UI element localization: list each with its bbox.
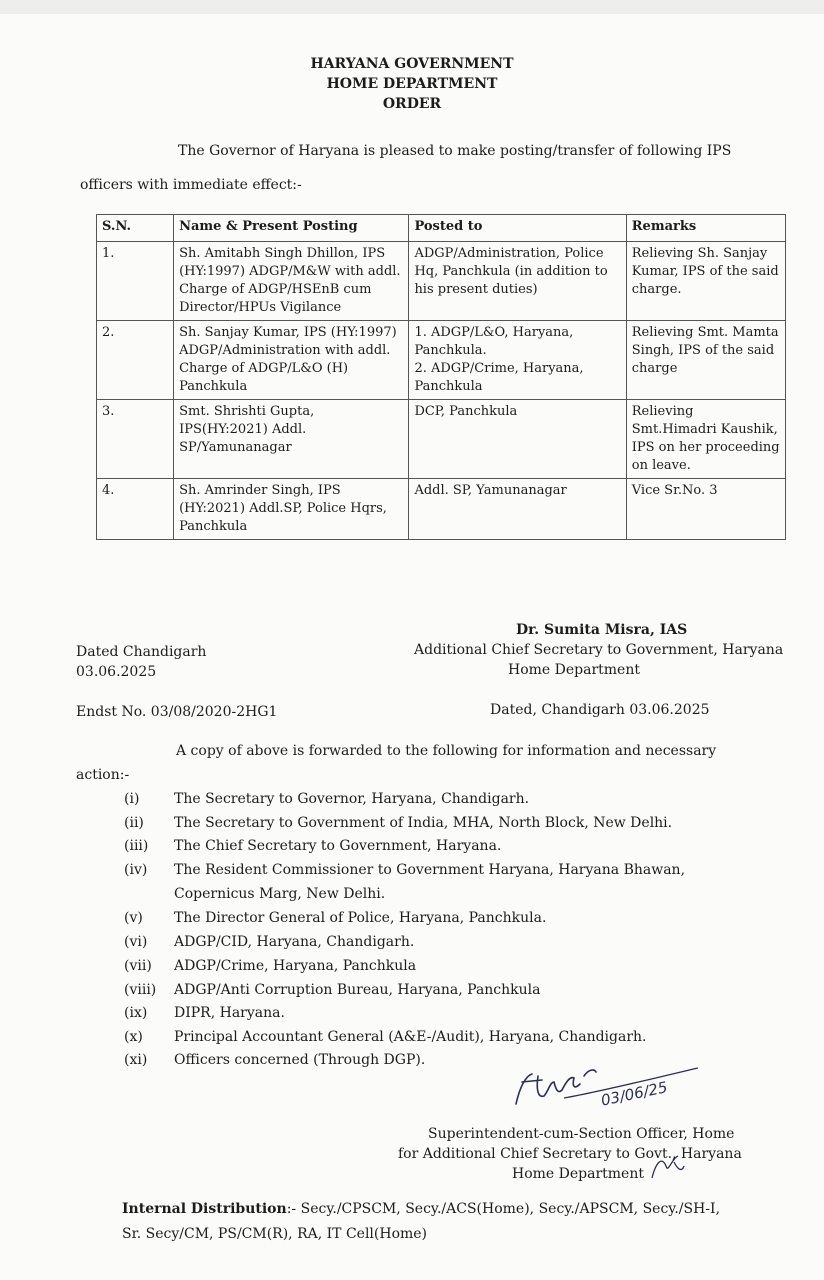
list-number: (ii) (124, 815, 144, 831)
signatory-name: Dr. Sumita Misra, IAS (516, 622, 688, 638)
cell-sn: 2. (97, 321, 174, 400)
cell-posted (409, 321, 626, 400)
handwritten-signature (508, 1046, 718, 1116)
signatory-department: Home Department (508, 662, 640, 678)
intro-line-1: The Governor of Haryana is pleased to make posting/transfer of following IPS (178, 143, 732, 159)
internal-label: Internal Distribution (122, 1201, 287, 1217)
internal-line-1: :- Secy./CPSCM, Secy./ACS(Home), Secy./APSCM, Secy./SH-I, (286, 1201, 721, 1217)
cell-remarks: Vice Sr.No. 3 (626, 479, 785, 540)
list-item: The Secretary to Governor, Haryana, Chandigarh. (174, 791, 530, 807)
cell-remarks: Relieving Smt. Mamta Singh, IPS of the said charge (626, 321, 785, 400)
table-row (97, 321, 786, 400)
list-number: (vii) (124, 958, 152, 974)
dated-date: 03.06.2025 (76, 664, 157, 680)
list-item: ADGP/Anti Corruption Bureau, Haryana, Panchkula (174, 982, 541, 998)
signatory-designation: Additional Chief Secretary to Government, Haryana (414, 642, 784, 658)
cell-name: Smt. Shrishti Gupta, IPS(HY:2021) Addl. SP/Yamunanagar (174, 400, 409, 479)
header-government: HARYANA GOVERNMENT (310, 56, 514, 72)
endorsement-date: Dated, Chandigarh 03.06.2025 (490, 702, 710, 718)
list-number: (i) (124, 791, 140, 807)
cell-name: Sh. Sanjay Kumar, IPS (HY:1997) ADGP/Administration with addl. Charge of ADGP/L&O (H) Panchkula (174, 321, 409, 400)
cell-sn: 1. (97, 242, 174, 321)
list-number: (iv) (124, 862, 148, 878)
list-item: The Chief Secretary to Government, Haryana. (174, 838, 502, 854)
list-item-continued: Copernicus Marg, New Delhi. (174, 886, 386, 902)
list-number: (x) (124, 1029, 143, 1045)
subordinate-line-3: Home Department (512, 1166, 644, 1182)
cell-posted: DCP, Panchkula (409, 400, 626, 479)
table-header-row (97, 215, 786, 242)
list-item: The Secretary to Government of India, MHA, North Block, New Delhi. (174, 815, 673, 831)
table-row (97, 242, 786, 321)
list-number: (iii) (124, 838, 149, 854)
top-band (0, 0, 824, 14)
list-item: ADGP/Crime, Haryana, Panchkula (174, 958, 417, 974)
col-name: Name & Present Posting (174, 215, 409, 242)
list-item: Principal Accountant General (A&E-/Audit), Haryana, Chandigarh. (174, 1029, 647, 1045)
endorsement-number: Endst No. 03/08/2020-2HG1 (76, 704, 278, 720)
intro-line-2: officers with immediate effect:- (80, 177, 302, 193)
list-item: Officers concerned (Through DGP). (174, 1052, 426, 1068)
list-number: (ix) (124, 1005, 148, 1021)
copy-line-2: action:- (76, 767, 130, 783)
list-number: (vi) (124, 934, 148, 950)
signature-date: 03/06/25 (599, 1078, 670, 1110)
cell-posted: ADGP/Administration, Police Hq, Panchkula (in addition to his present duties) (409, 242, 626, 321)
list-number: (v) (124, 910, 143, 926)
table-row (97, 479, 786, 540)
col-sn: S.N. (97, 215, 174, 242)
list-item: The Director General of Police, Haryana, Panchkula. (174, 910, 547, 926)
subordinate-line-1: Superintendent-cum-Section Officer, Home (428, 1126, 735, 1142)
header-order: ORDER (382, 96, 442, 112)
list-number: (xi) (124, 1052, 148, 1068)
header-department: HOME DEPARTMENT (326, 76, 498, 92)
dated-place: Dated Chandigarh (76, 644, 207, 660)
cell-sn: 4. (97, 479, 174, 540)
cell-name: Sh. Amitabh Singh Dhillon, IPS (HY:1997) ADGP/M&W with addl. Charge of ADGP/HSEnB cum Director/HPUs Vigilance (174, 242, 409, 321)
internal-distribution (122, 1199, 720, 1219)
cell-remarks: Relieving Smt.Himadri Kaushik, IPS on her proceeding on leave. (626, 400, 785, 479)
cell-remarks: Relieving Sh. Sanjay Kumar, IPS of the said charge. (626, 242, 785, 321)
posting-table (96, 214, 786, 540)
cell-name: Sh. Amrinder Singh, IPS (HY:2021) Addl.SP, Police Hqrs, Panchkula (174, 479, 409, 540)
list-item: DIPR, Haryana. (174, 1005, 285, 1021)
subordinate-line-2: for Additional Chief Secretary to Govt., Haryana (398, 1146, 742, 1162)
list-number: (viii) (124, 982, 157, 998)
col-posted: Posted to (409, 215, 626, 242)
col-remarks: Remarks (626, 215, 785, 242)
table-row (97, 400, 786, 479)
list-item: The Resident Commissioner to Government Haryana, Haryana Bhawan, (174, 862, 686, 878)
initials-mark (648, 1148, 688, 1184)
posted-item: 1. ADGP/L&O, Haryana, Panchkula. (414, 325, 574, 358)
internal-line-2: Sr. Secy/CM, PS/CM(R), RA, IT Cell(Home) (122, 1226, 428, 1242)
cell-posted: Addl. SP, Yamunanagar (409, 479, 626, 540)
copy-line-1: A copy of above is forwarded to the following for information and necessary (176, 743, 717, 759)
cell-sn: 3. (97, 400, 174, 479)
posted-item: 2. ADGP/Crime, Haryana, Panchkula (414, 361, 584, 394)
list-item: ADGP/CID, Haryana, Chandigarh. (174, 934, 415, 950)
